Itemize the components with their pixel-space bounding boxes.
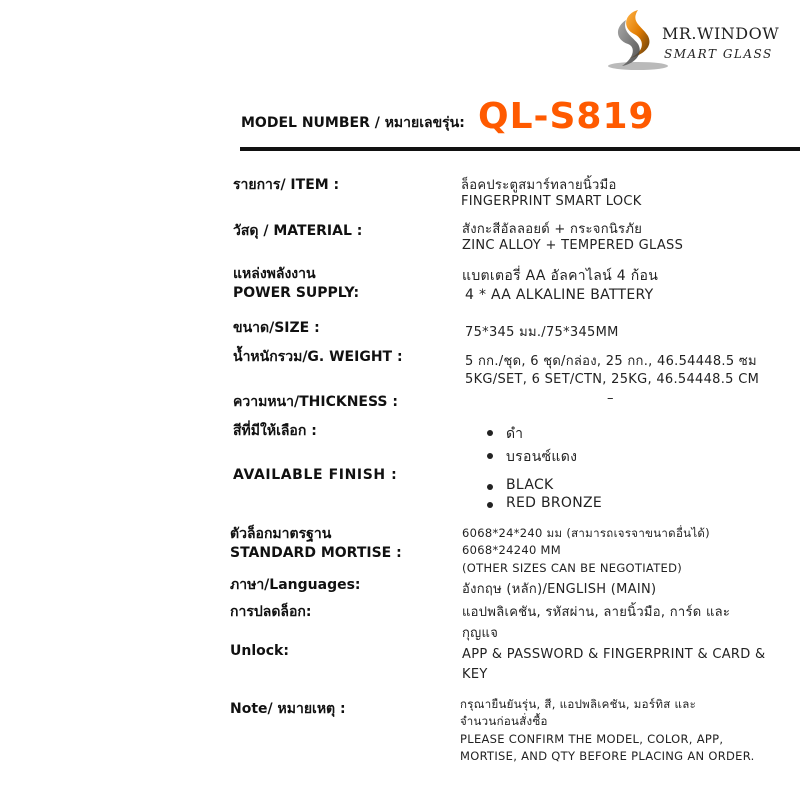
material-label: วัสดุ / MATERIAL : [233, 223, 363, 239]
mortise-value-th: 6068*24*240 มม (สามารถเจรจาขนาดอื่นได้) [462, 526, 710, 540]
item-label: รายการ/ ITEM : [233, 177, 340, 193]
finish-label-th: สีที่มีให้เลือก : [233, 423, 317, 439]
mortise-label-th: ตัวล็อกมาตรฐาน [230, 526, 332, 542]
weight-label: น้ำหนักรวม/G. WEIGHT : [233, 349, 403, 365]
thickness-label: ความหนา/THICKNESS : [233, 394, 398, 410]
logo-wordmark: MR.WINDOW [662, 24, 780, 43]
weight-value-en: 5KG/SET, 6 SET/CTN, 25KG, 46.54448.5 CM [465, 372, 760, 387]
languages-label: ภาษา/Languages: [230, 577, 361, 593]
unlock-value-en-1: APP & PASSWORD & FINGERPRINT & CARD & [462, 647, 766, 662]
header-divider [240, 147, 800, 151]
power-value-th: แบตเตอรี่ AA อัลคาไลน์ 4 ก้อน [462, 268, 659, 284]
item-value-th: ล็อคประตูสมาร์ทลายนิ้วมือ [461, 178, 617, 193]
note-value-th-1: กรุณายืนยันรุ่น, สี, แอปพลิเคชัน, มอร์ทิส และ [460, 697, 697, 711]
unlock-label-th: การปลดล็อก: [230, 604, 312, 620]
mortise-label-en: STANDARD MORTISE : [230, 545, 402, 561]
logo-tagline: SMART GLASS [664, 47, 773, 61]
finish-option-en-2: RED BRONZE [506, 495, 603, 511]
note-value-en-1: PLEASE CONFIRM THE MODEL, COLOR, APP, [460, 732, 724, 746]
unlock-value-en-2: KEY [462, 667, 488, 682]
note-label: Note/ หมายเหตุ : [230, 701, 346, 717]
mortise-value-en: 6068*24240 MM [462, 543, 561, 557]
unlock-value-th-2: กุญแจ [462, 626, 499, 641]
power-value-en: 4 * AA ALKALINE BATTERY [465, 287, 654, 303]
mortise-value-note: (OTHER SIZES CAN BE NEGOTIATED) [462, 561, 683, 575]
model-number-value: QL-S819 [478, 96, 655, 137]
power-label-th: แหล่งพลังงาน [233, 266, 316, 282]
note-value-th-2: จำนวนก่อนสั่งซื้อ [460, 714, 548, 728]
thickness-value: – [607, 391, 614, 406]
size-label: ขนาด/SIZE : [233, 320, 320, 336]
finish-label-en: AVAILABLE FINISH : [233, 467, 398, 483]
finish-option-th-2: บรอนซ์แดง [506, 446, 577, 468]
finish-option-th-1: ดำ [506, 423, 523, 445]
note-value-en-2: MORTISE, AND QTY BEFORE PLACING AN ORDER. [460, 749, 755, 763]
unlock-label-en: Unlock: [230, 643, 289, 659]
finish-option-en-1: BLACK [506, 477, 554, 493]
weight-value-th: 5 กก./ชุด, 6 ชุด/กล่อง, 25 กก., 46.54448.5 ซม [465, 354, 757, 369]
material-value-th: สังกะสีอัลลอยด์ + กระจกนิรภัย [462, 222, 643, 237]
languages-value: อังกฤษ (หลัก)/ENGLISH (MAIN) [462, 582, 657, 597]
item-value-en: FINGERPRINT SMART LOCK [461, 194, 642, 209]
model-number-label: MODEL NUMBER / หมายเลขรุ่น: [241, 115, 465, 131]
size-value: 75*345 มม./75*345MM [465, 325, 619, 340]
material-value-en: ZINC ALLOY + TEMPERED GLASS [462, 238, 684, 253]
unlock-value-th-1: แอปพลิเคชัน, รหัสผ่าน, ลายนิ้วมือ, การ์ด และ [462, 605, 731, 620]
power-label-en: POWER SUPPLY: [233, 285, 360, 301]
